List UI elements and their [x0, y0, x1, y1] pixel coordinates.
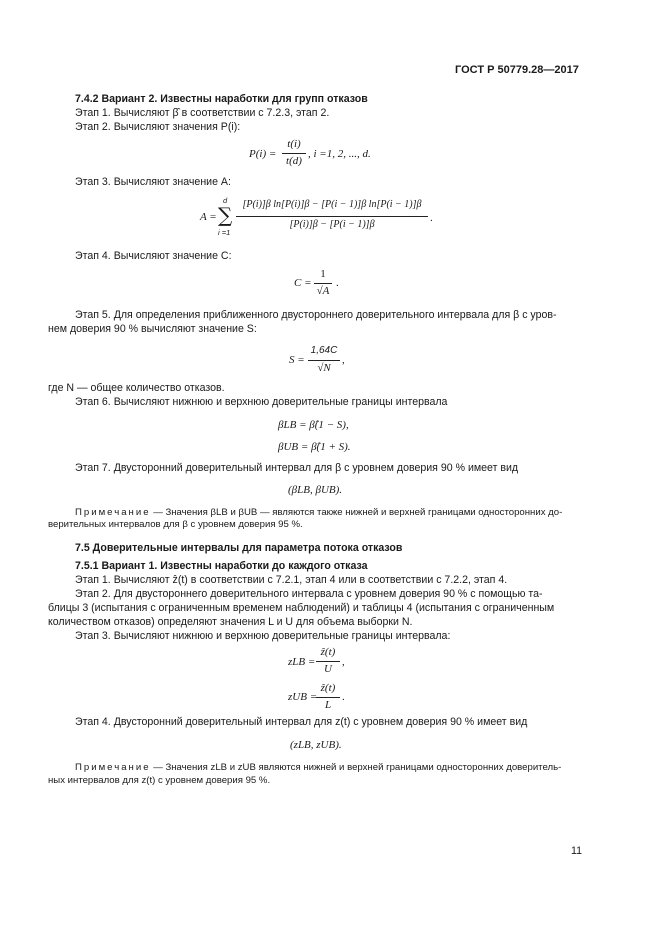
step-1: Этап 1. Вычисляют β̂ в соответствии с 7.2.3, этап 2.: [75, 107, 330, 119]
fraction-bar: [236, 216, 428, 217]
formula-a-end: .: [430, 212, 433, 224]
formula-s-lhs: S =: [289, 354, 305, 366]
note-1-line-2: верительных интервалов для β с уровнем доверия 95 %.: [48, 519, 303, 530]
where-n: где N — общее количество отказов.: [48, 382, 225, 394]
formula-a-numerator: [P(i)]β ln[P(i)]β − [P(i − 1)]β ln[P(i − 1)]β: [242, 199, 422, 210]
formula-p-lhs: P(i) =: [249, 148, 277, 160]
note-label: Примечание: [75, 762, 151, 773]
formula-zlb-denominator: U: [324, 663, 332, 675]
step-2-line-3: количеством отказов) определяют значения L и U для объема выборки N.: [48, 616, 413, 628]
formula-zub-end: .: [342, 691, 345, 703]
formula-a-denominator: [P(i)]β − [P(i − 1)]β: [289, 219, 375, 230]
formula-c-numerator: 1: [320, 268, 326, 280]
note-text: — Значения βLB и βUB — являются также нижней и верхней границами односторонних до-: [150, 507, 563, 518]
step-4: Этап 4. Вычисляют значение C:: [75, 250, 232, 262]
formula-p-denominator: t(d): [286, 155, 302, 167]
fraction-bar: [316, 661, 340, 662]
note-text: — Значения zLB и zUB являются нижней и верхней границами односторонних доверитель-: [150, 762, 562, 773]
fraction-bar: [282, 153, 306, 154]
formula-zlb-lhs: zLB =: [288, 656, 316, 668]
formula-s-end: ,: [342, 354, 345, 366]
step-2-line-1: Этап 2. Для двустороннего доверительного интервала с уровнем доверия 90 % с помощью та-: [75, 588, 543, 600]
step-3: Этап 3. Вычисляют нижнюю и верхнюю доверительные границы интервала:: [75, 630, 451, 642]
section-title-75: 7.5 Доверительные интервалы для параметра потока отказов: [75, 542, 403, 554]
fraction-bar: [314, 283, 332, 284]
formula-p-range: , i =1, 2, ..., d.: [308, 148, 371, 160]
formula-beta-interval: (βLB, βUB).: [288, 484, 343, 496]
document-id: ГОСТ Р 50779.28—2017: [455, 64, 579, 76]
sum-lower: i =1: [218, 228, 231, 237]
note-2-line-2: ных интервалов для z(t) с уровнем доверия 95 %.: [48, 775, 271, 786]
note-label: Примечание: [75, 507, 151, 518]
formula-z-interval: (zLB, zUB).: [290, 739, 342, 751]
formula-s-denominator: √N: [317, 362, 331, 374]
section-title-751: 7.5.1 Вариант 1. Известны наработки до каждого отказа: [75, 560, 368, 572]
formula-zub-lhs: zUB =: [288, 691, 318, 703]
step-2-line-2: блицы 3 (испытания с ограниченным временем наблюдений) и таблицы 4 (испытания с ограниченным: [48, 602, 555, 614]
note-1-line-1: [75, 507, 562, 519]
page-number: 11: [571, 845, 582, 857]
step-4: Этап 4. Двусторонний доверительный интервал для z(t) с уровнем доверия 90 % имеет вид: [75, 716, 528, 728]
step-5-line-2: нем доверия 90 % вычисляют значение S:: [48, 323, 257, 335]
step-5-line-1: Этап 5. Для определения приближенного двустороннего доверительного интервала для β с уров-: [75, 309, 557, 321]
step-2: Этап 2. Вычисляют значения P(i):: [75, 121, 241, 133]
formula-zlb-end: ,: [342, 656, 345, 668]
formula-p-numerator: t(i): [287, 138, 301, 150]
step-7: Этап 7. Двусторонний доверительный интервал для β с уровнем доверия 90 % имеет вид: [75, 462, 519, 474]
formula-s-numerator: 1,64C: [310, 345, 338, 356]
step-6: Этап 6. Вычисляют нижнюю и верхнюю доверительные границы интервала: [75, 396, 448, 408]
formula-a-lhs: A =: [200, 211, 217, 223]
step-3: Этап 3. Вычисляют значение A:: [75, 176, 231, 188]
note-2-line-1: [75, 762, 561, 774]
sum-icon: ∑: [218, 203, 233, 227]
formula-c-lhs: C =: [294, 277, 312, 289]
formula-zub-denominator: L: [324, 699, 332, 711]
formula-beta-ub: βUB = β̂(1 + S).: [278, 441, 351, 453]
formula-c-denominator: √A: [316, 285, 330, 297]
formula-beta-lb: βLB = β̂(1 − S),: [278, 419, 349, 431]
sum-upper: d: [223, 196, 228, 205]
step-1: Этап 1. Вычисляют ẑ(t) в соответствии с 7.2.1, этап 4 или в соответствии с 7.2.2, этап 4.: [75, 574, 508, 586]
section-title-742: 7.4.2 Вариант 2. Известны наработки для групп отказов: [75, 93, 368, 105]
fraction-bar: [316, 697, 340, 698]
formula-c-end: .: [336, 277, 339, 289]
formula-zlb-numerator: ẑ(t): [320, 646, 336, 658]
fraction-bar: [308, 360, 340, 361]
formula-zub-numerator: ẑ(t): [320, 682, 336, 694]
